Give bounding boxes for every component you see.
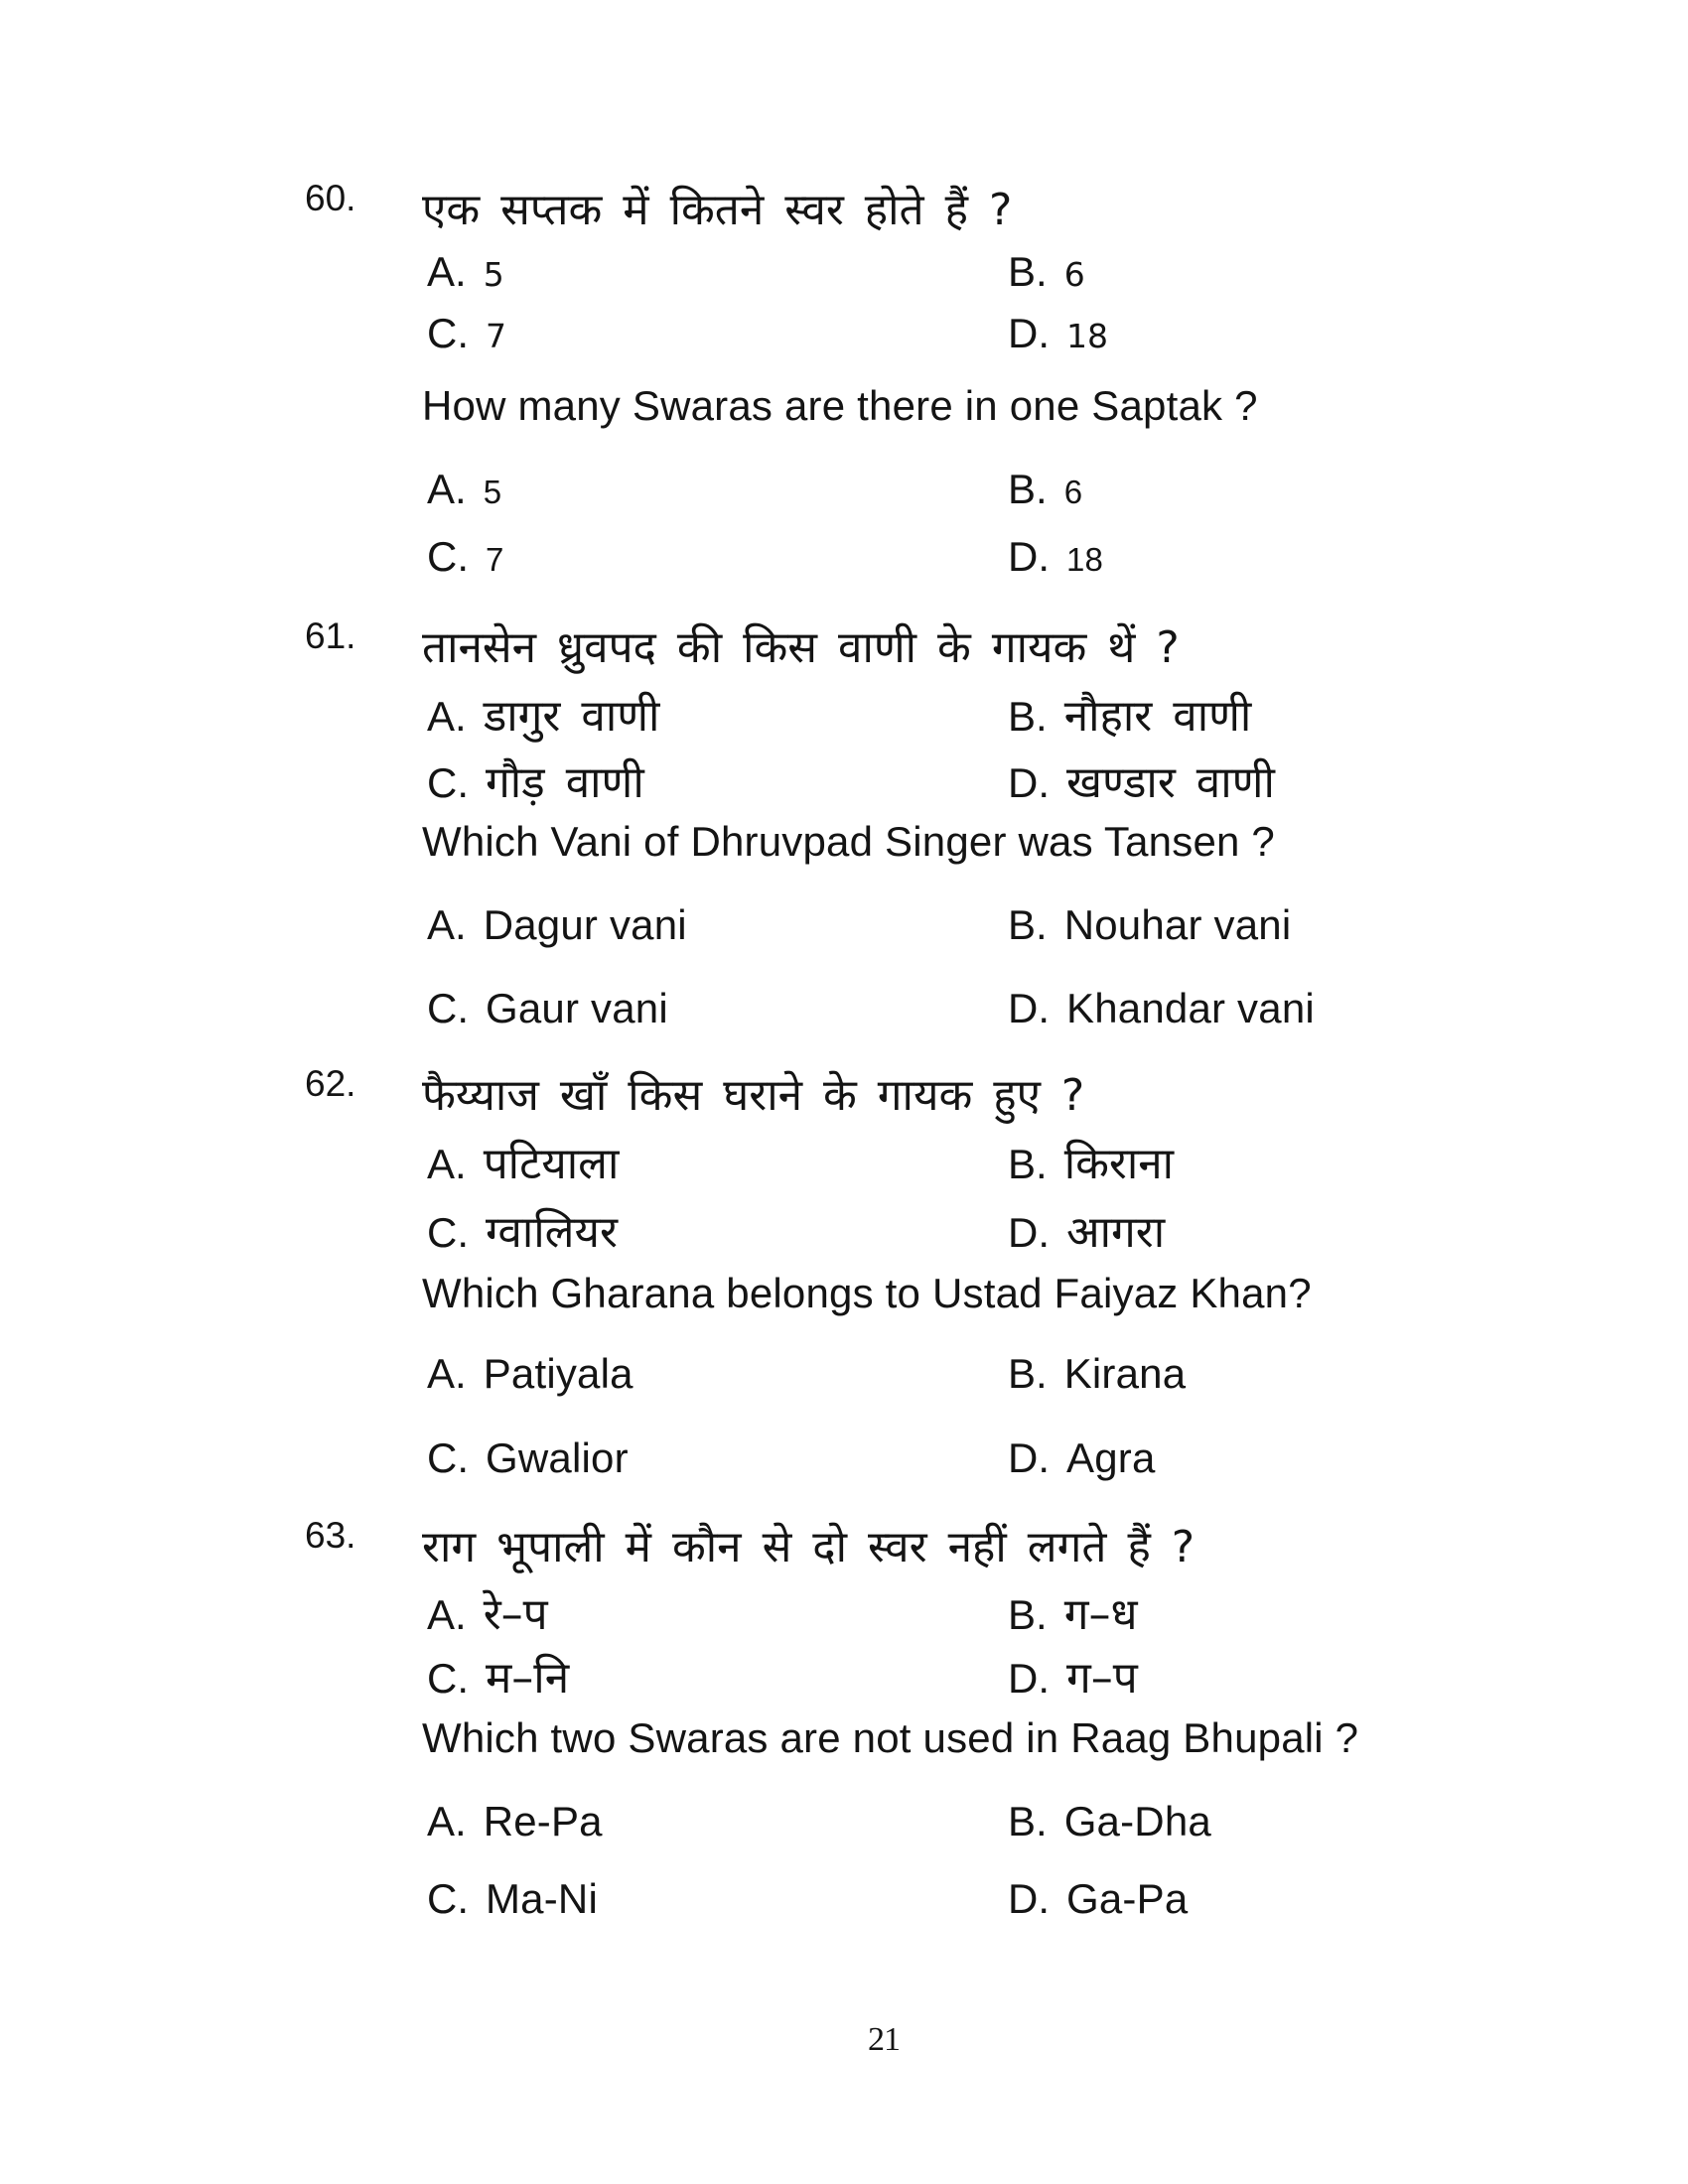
option-label: C. [427, 1209, 469, 1256]
option-a [427, 684, 659, 744]
option-value: ग–प [1066, 1653, 1138, 1704]
option-label: C. [427, 533, 469, 580]
question-text-hindi: फैय्याज खाँ किस घराने के गायक हुए ? [422, 1070, 1085, 1121]
option-b [1008, 1132, 1174, 1191]
option-a [427, 901, 687, 949]
option-label: C. [427, 310, 469, 356]
option-b [1008, 1350, 1186, 1398]
option-label: A. [427, 1591, 467, 1638]
option-label: D. [1008, 1434, 1050, 1481]
option-label: A. [427, 1350, 467, 1397]
option-value: Patiyala [483, 1350, 633, 1397]
option-value: म–नि [486, 1653, 570, 1704]
question-text-english: Which Gharana belongs to Ustad Faiyaz Khan? [422, 1270, 1312, 1316]
option-label: D. [1008, 1209, 1050, 1256]
option-value: आगरा [1066, 1207, 1166, 1258]
option-label: B. [1008, 248, 1048, 295]
option-label: A. [427, 693, 467, 740]
option-value: Nouhar vani [1063, 901, 1292, 948]
option-c [427, 1200, 618, 1260]
option-label: A. [427, 1141, 467, 1187]
option-label: A. [427, 466, 467, 512]
option-value: ग–ध [1063, 1589, 1138, 1640]
option-label: D. [1008, 759, 1050, 806]
option-value: Agra [1066, 1434, 1156, 1481]
option-value: Gwalior [486, 1434, 629, 1481]
page-number: 21 [868, 2021, 900, 2058]
option-value: नौहार वाणी [1063, 691, 1252, 742]
option-label: A. [427, 248, 467, 295]
option-label: A. [427, 901, 467, 948]
option-a [427, 248, 504, 296]
option-label: C. [427, 1434, 469, 1481]
option-label: C. [427, 759, 469, 806]
option-label: D. [1008, 533, 1050, 580]
option-b [1008, 466, 1082, 513]
option-value: डागुर वाणी [483, 691, 660, 742]
option-b [1008, 248, 1085, 296]
option-a [427, 1350, 633, 1398]
option-value: 6 [1063, 474, 1083, 510]
question-number: 63. [305, 1515, 356, 1556]
option-d [1008, 533, 1103, 581]
option-d [1008, 1200, 1165, 1260]
option-value: 5 [483, 474, 502, 510]
option-d [1008, 1875, 1188, 1923]
option-c [427, 985, 668, 1032]
option-value: 7 [486, 541, 504, 578]
option-label: C. [427, 1655, 469, 1702]
option-b [1008, 684, 1251, 744]
option-c [427, 533, 504, 581]
option-a [427, 1132, 619, 1191]
option-d [1008, 1646, 1138, 1706]
option-value: 5 [483, 255, 504, 294]
option-c [427, 751, 644, 810]
option-d [1008, 985, 1315, 1032]
option-value: किराना [1063, 1139, 1175, 1189]
option-value: ग्वालियर [486, 1207, 618, 1258]
option-label: A. [427, 1798, 467, 1844]
option-c [427, 1434, 629, 1482]
option-value: Khandar vani [1066, 985, 1315, 1031]
question-text-english: How many Swaras are there in one Saptak ? [422, 382, 1258, 429]
option-value: Kirana [1063, 1350, 1187, 1397]
option-label: B. [1008, 1591, 1048, 1638]
option-c [427, 310, 506, 357]
option-d [1008, 751, 1275, 810]
option-label: B. [1008, 1141, 1048, 1187]
option-value: 18 [1066, 317, 1108, 355]
option-label: B. [1008, 901, 1048, 948]
option-label: D. [1008, 1875, 1050, 1922]
question-text-hindi: एक सप्तक में कितने स्वर होते हैं ? [422, 185, 1013, 235]
option-label: D. [1008, 985, 1050, 1031]
option-d [1008, 310, 1108, 357]
option-value: Ga-Pa [1066, 1875, 1189, 1922]
option-value: Dagur vani [483, 901, 687, 948]
option-a [427, 1798, 603, 1845]
option-value: Ma-Ni [486, 1875, 598, 1922]
option-b [1008, 1582, 1138, 1642]
option-a [427, 1582, 548, 1642]
question-text-english: Which Vani of Dhruvpad Singer was Tansen ? [422, 818, 1275, 865]
option-label: B. [1008, 1350, 1048, 1397]
option-a [427, 466, 501, 513]
question-number: 62. [305, 1063, 356, 1104]
question-text-english: Which two Swaras are not used in Raag Bhupali ? [422, 1714, 1359, 1761]
option-c [427, 1875, 598, 1923]
option-value: खण्डार वाणी [1066, 757, 1275, 808]
option-value: Ga-Dha [1063, 1798, 1211, 1844]
question-text-hindi: तानसेन ध्रुवपद की किस वाणी के गायक थें ? [422, 622, 1180, 673]
option-value: 6 [1063, 255, 1085, 294]
option-label: B. [1008, 1798, 1048, 1844]
question-number: 60. [305, 178, 356, 218]
option-label: C. [427, 1875, 469, 1922]
question-number: 61. [305, 615, 356, 656]
option-b [1008, 1798, 1211, 1845]
question-text-hindi: राग भूपाली में कौन से दो स्वर नहीं लगते हैं ? [422, 1522, 1196, 1572]
option-value: रे–प [483, 1589, 548, 1640]
option-label: D. [1008, 310, 1050, 356]
option-value: Re-Pa [483, 1798, 603, 1844]
option-value: 18 [1066, 541, 1104, 578]
option-label: B. [1008, 693, 1048, 740]
option-value: 7 [486, 317, 506, 355]
option-value: Gaur vani [486, 985, 668, 1031]
option-d [1008, 1434, 1156, 1482]
option-label: D. [1008, 1655, 1050, 1702]
option-c [427, 1646, 569, 1706]
option-label: B. [1008, 466, 1048, 512]
option-value: गौड़ वाणी [486, 757, 644, 808]
option-b [1008, 901, 1291, 949]
option-label: C. [427, 985, 469, 1031]
option-value: पटियाला [483, 1139, 620, 1189]
